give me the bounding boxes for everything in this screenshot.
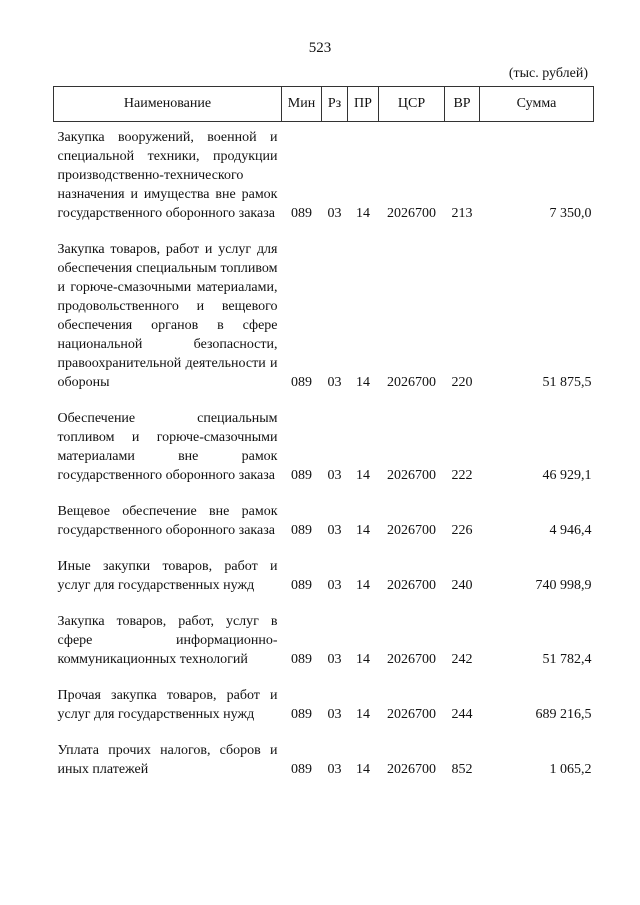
- table-row: [54, 612, 594, 669]
- row-pr: 14: [356, 523, 370, 538]
- row-sum: 51 782,4: [542, 652, 592, 667]
- row-pr: 14: [356, 375, 370, 390]
- row-name: Прочая закупка товаров, работ и услуг для государственных нужд: [57, 688, 278, 722]
- row-rz: 03: [327, 375, 342, 390]
- row-csr: 2026700: [387, 762, 436, 777]
- row-name: Уплата прочих налогов, сборов и иных платежей: [57, 743, 278, 777]
- row-min: 089: [291, 523, 312, 538]
- row-pr: 14: [356, 762, 370, 777]
- units-label: (тыс. рублей): [508, 66, 588, 81]
- row-pr: 14: [356, 707, 370, 722]
- row-vr: 222: [451, 468, 473, 483]
- row-rz: 03: [327, 578, 342, 593]
- row-csr: 2026700: [387, 578, 436, 593]
- table-header-row: [54, 87, 594, 122]
- row-csr: 2026700: [387, 468, 436, 483]
- table-row: [54, 686, 594, 724]
- row-csr: 2026700: [387, 707, 436, 722]
- row-vr: 244: [451, 707, 473, 722]
- header-vr: ВР: [445, 87, 480, 122]
- page-number: 523: [308, 40, 332, 56]
- row-vr: 226: [451, 523, 473, 538]
- row-vr: 220: [451, 375, 473, 390]
- row-rz: 03: [327, 206, 342, 221]
- row-sum: 689 216,5: [535, 707, 592, 722]
- header-sum: Сумма: [480, 87, 594, 122]
- row-vr: 213: [451, 206, 473, 221]
- row-min: 089: [291, 375, 312, 390]
- row-min: 089: [291, 762, 312, 777]
- row-pr: 14: [356, 652, 370, 667]
- header-rz: Рз: [322, 87, 348, 122]
- row-sum: 1 065,2: [549, 762, 592, 777]
- table-row: [54, 502, 594, 540]
- row-min: 089: [291, 652, 312, 667]
- row-rz: 03: [327, 652, 342, 667]
- row-csr: 2026700: [387, 652, 436, 667]
- row-name: Обеспечение специальным топливом и горюче-смазочными материалами вне рамок государственного оборонного заказа: [57, 411, 278, 483]
- row-min: 089: [291, 578, 312, 593]
- row-name: Вещевое обеспечение вне рамок государственного оборонного заказа: [57, 504, 278, 538]
- row-sum: 7 350,0: [549, 206, 592, 221]
- row-vr: 852: [451, 762, 473, 777]
- table-row: [54, 122, 594, 224]
- row-name: Закупка товаров, работ, услуг в сфере информационно-коммуникационных технологий: [57, 614, 278, 667]
- row-sum: 46 929,1: [542, 468, 592, 483]
- row-min: 089: [291, 468, 312, 483]
- header-min: Мин: [282, 87, 322, 122]
- row-rz: 03: [327, 523, 342, 538]
- row-min: 089: [291, 707, 312, 722]
- row-vr: 242: [451, 652, 473, 667]
- header-name: Наименование: [54, 87, 282, 122]
- row-rz: 03: [327, 707, 342, 722]
- row-csr: 2026700: [387, 375, 436, 390]
- row-pr: 14: [356, 468, 370, 483]
- table-row: [54, 409, 594, 485]
- row-pr: 14: [356, 206, 370, 221]
- row-sum: 740 998,9: [535, 578, 592, 593]
- row-name: Закупка вооружений, военной и специальной техники, продукции производственно-технического назначения и имущества вне рамок государственного оборонного заказа: [57, 130, 278, 221]
- row-csr: 2026700: [387, 523, 436, 538]
- budget-table: [53, 86, 594, 779]
- row-csr: 2026700: [387, 206, 436, 221]
- header-csr: ЦСР: [379, 87, 445, 122]
- table-row: [54, 741, 594, 779]
- row-name: Иные закупки товаров, работ и услуг для государственных нужд: [57, 559, 278, 593]
- row-min: 089: [291, 206, 312, 221]
- table-row: [54, 240, 594, 392]
- row-vr: 240: [451, 578, 473, 593]
- row-rz: 03: [327, 468, 342, 483]
- row-sum: 4 946,4: [549, 523, 592, 538]
- table-row: [54, 557, 594, 595]
- header-pr: ПР: [348, 87, 379, 122]
- row-rz: 03: [327, 762, 342, 777]
- row-pr: 14: [356, 578, 370, 593]
- row-sum: 51 875,5: [542, 375, 592, 390]
- row-name: Закупка товаров, работ и услуг для обеспечения специальным топливом и горюче-смазочными материалами, продовольственного и вещевого обеспечения органов в сфере национальной безопасности, правоохранительной деятельности и обороны: [57, 242, 278, 390]
